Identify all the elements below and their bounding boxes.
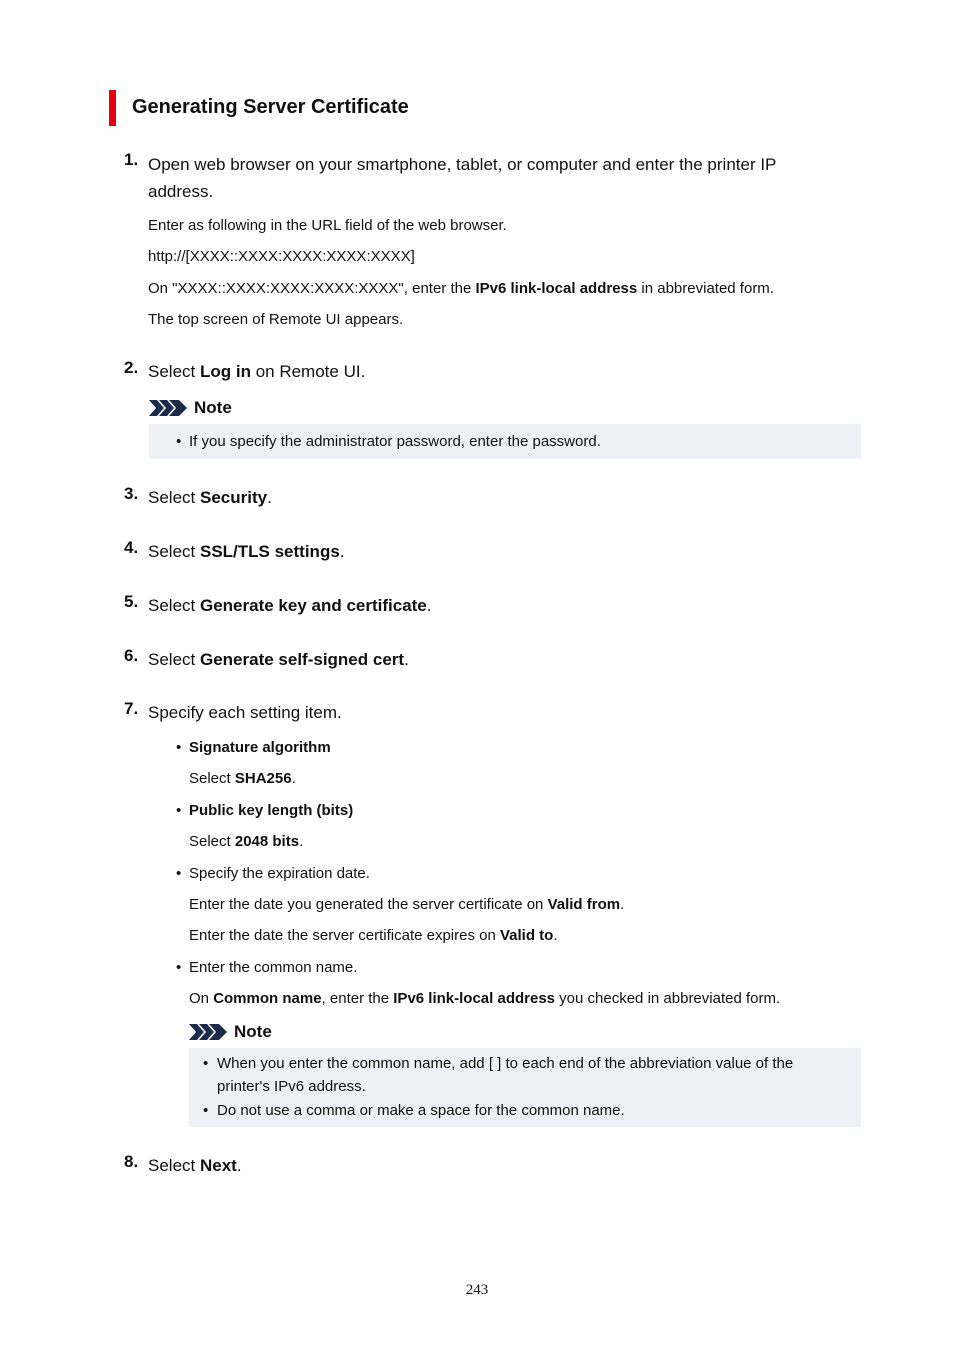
setting-detail: On Common name, enter the IPv6 link-local address you checked in abbreviated form.	[189, 990, 781, 1007]
step-number: 2.	[124, 358, 139, 377]
step-number: 5.	[124, 592, 139, 611]
note-label: Note	[194, 398, 232, 417]
setting-detail: Select SHA256.	[189, 770, 296, 787]
step-text: Specify each setting item.	[148, 703, 342, 722]
step-text: Select Log in on Remote UI.	[148, 362, 366, 381]
step-text: Select Generate key and certificate.	[148, 596, 432, 615]
step-number: 1.	[124, 150, 139, 169]
step-number: 7.	[124, 699, 139, 718]
step-1-url: http://[XXXX::XXXX:XXXX:XXXX:XXXX]	[148, 248, 415, 265]
note-box	[189, 1048, 861, 1127]
step-number: 3.	[124, 484, 139, 503]
step-1-instruction: Enter as following in the URL field of the web browser.	[148, 217, 507, 234]
page-title: Generating Server Certificate	[132, 96, 409, 118]
note-label: Note	[234, 1022, 272, 1041]
note-arrows-icon	[189, 1023, 229, 1041]
note-heading	[149, 398, 232, 418]
note-item: • If you specify the administrator password, enter the password.	[176, 433, 601, 450]
note-box	[149, 424, 861, 459]
step-text: Select SSL/TLS settings.	[148, 542, 345, 561]
note-item: • When you enter the common name, add [ ] to each end of the abbreviation value of the printer's IPv6 address.	[203, 1055, 794, 1095]
setting-detail: Enter the date the server certificate expires on Valid to.	[189, 927, 558, 944]
step-1-address-note: On "XXXX::XXXX:XXXX:XXXX:XXXX", enter the IPv6 link-local address in abbreviated form.	[148, 280, 774, 297]
step-number: 4.	[124, 538, 139, 557]
note-item: • Do not use a comma or make a space for the common name.	[203, 1102, 625, 1119]
note-arrows-icon	[149, 399, 189, 417]
title-accent-bar	[109, 90, 116, 126]
step-text: Open web browser on your smartphone, tablet, or computer and enter the printer IP address.	[148, 155, 777, 201]
step-1-result: The top screen of Remote UI appears.	[148, 311, 404, 328]
step-number: 6.	[124, 646, 139, 665]
step-number: 8.	[124, 1152, 139, 1171]
note-heading	[189, 1022, 272, 1042]
setting-detail: Select 2048 bits.	[189, 833, 304, 850]
setting-detail: Enter the date you generated the server certificate on Valid from.	[189, 896, 625, 913]
step-text: Select Next.	[148, 1156, 242, 1175]
step-text: Select Generate self-signed cert.	[148, 650, 409, 669]
step-text: Select Security.	[148, 488, 272, 507]
page-number: 243	[465, 1282, 489, 1298]
